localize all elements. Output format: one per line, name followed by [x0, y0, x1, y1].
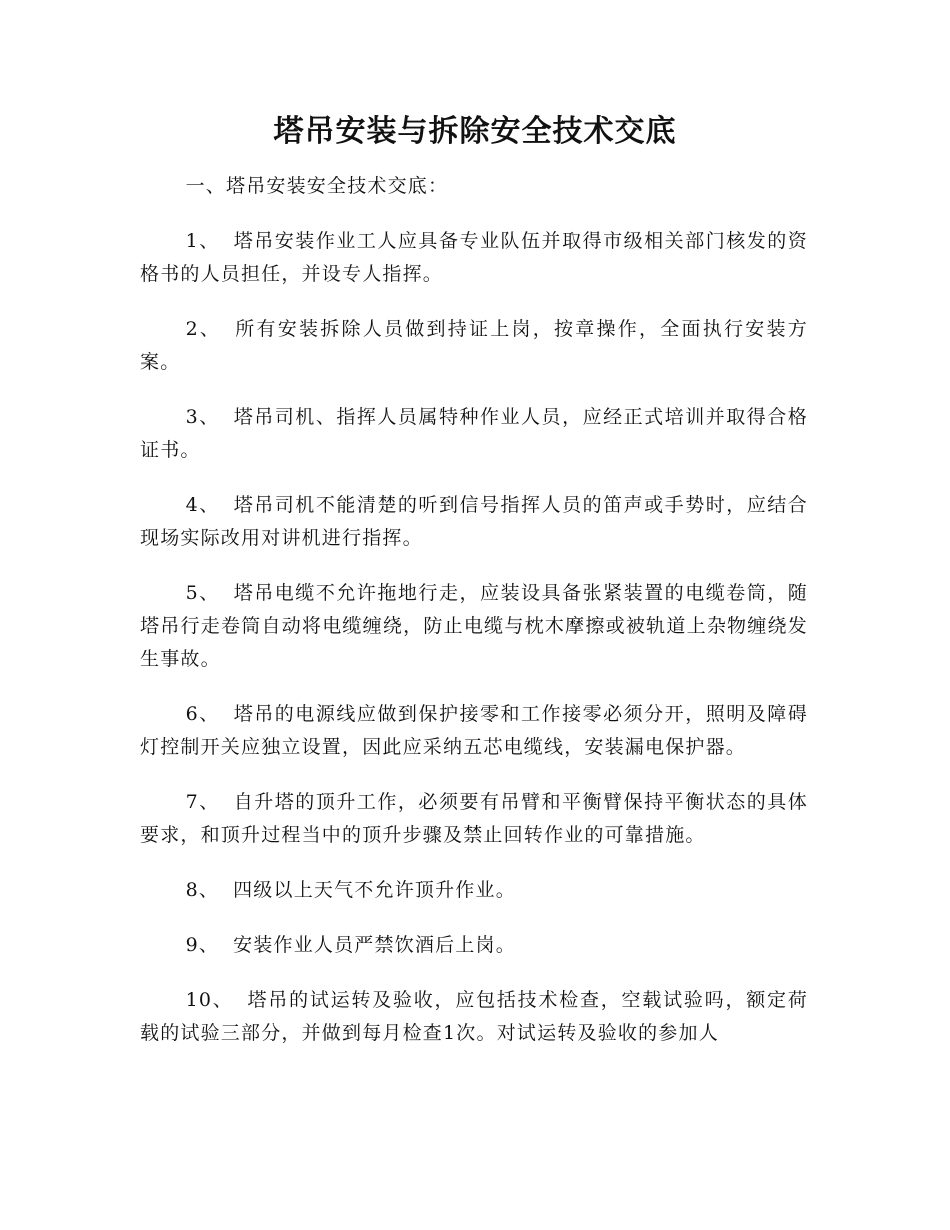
- item-text: 四级以上天气不允许顶升作业。: [233, 879, 516, 901]
- list-item: [140, 225, 808, 291]
- document-title: 塔吊安装与拆除安全技术交底: [273, 114, 677, 149]
- list-item: [140, 786, 808, 852]
- item-text: 安装作业人员严禁饮酒后上岗。: [233, 934, 516, 956]
- list-item: [140, 929, 808, 962]
- document-body: [140, 170, 808, 1072]
- item-number: 1、: [185, 230, 220, 252]
- list-item: [140, 313, 808, 379]
- item-text: 塔吊司机不能清楚的听到信号指挥人员的笛声或手势时，应结合现场实际改用对讲机进行指挥。: [140, 494, 808, 549]
- item-number: 9、: [185, 934, 220, 956]
- item-text: 所有安装拆除人员做到持证上岗，按章操作，全面执行安装方案。: [140, 318, 808, 373]
- list-item: [140, 874, 808, 907]
- list-item: [140, 698, 808, 764]
- item-number: 4、: [185, 494, 220, 516]
- item-number: 10、: [185, 989, 234, 1011]
- item-number: 2、: [185, 318, 222, 340]
- list-item: [140, 984, 808, 1050]
- item-number: 7、: [185, 791, 220, 813]
- item-number: 5、: [185, 582, 220, 604]
- item-text: 塔吊的试运转及验收，应包括技术检查，空载试验吗，额定荷载的试验三部分，并做到每月检查1次。对试运转及验收的参加人: [140, 989, 808, 1044]
- item-number: 6、: [185, 703, 220, 725]
- item-text: 自升塔的顶升工作，必须要有吊臂和平衡臂保持平衡状态的具体要求，和顶升过程当中的顶升步骤及禁止回转作业的可靠措施。: [140, 791, 808, 846]
- list-item: [140, 401, 808, 467]
- section-heading: 一、塔吊安装安全技术交底：: [185, 175, 449, 197]
- item-text: 塔吊司机、指挥人员属特种作业人员，应经正式培训并取得合格证书。: [140, 406, 808, 461]
- item-text: 塔吊安装作业工人应具备专业队伍并取得市级相关部门核发的资格书的人员担任，并设专人指挥。: [140, 230, 808, 285]
- item-number: 3、: [185, 406, 220, 428]
- list-item: [140, 577, 808, 676]
- item-text: 塔吊的电源线应做到保护接零和工作接零必须分开，照明及障碍灯控制开关应独立设置，因此应采纳五芯电缆线，安装漏电保护器。: [140, 703, 808, 758]
- item-text: 塔吊电缆不允许拖地行走，应装设具备张紧装置的电缆卷筒，随塔吊行走卷筒自动将电缆缠绕，防止电缆与枕木摩擦或被轨道上杂物缠绕发生事故。: [140, 582, 808, 670]
- item-number: 8、: [185, 879, 220, 901]
- list-item: [140, 489, 808, 555]
